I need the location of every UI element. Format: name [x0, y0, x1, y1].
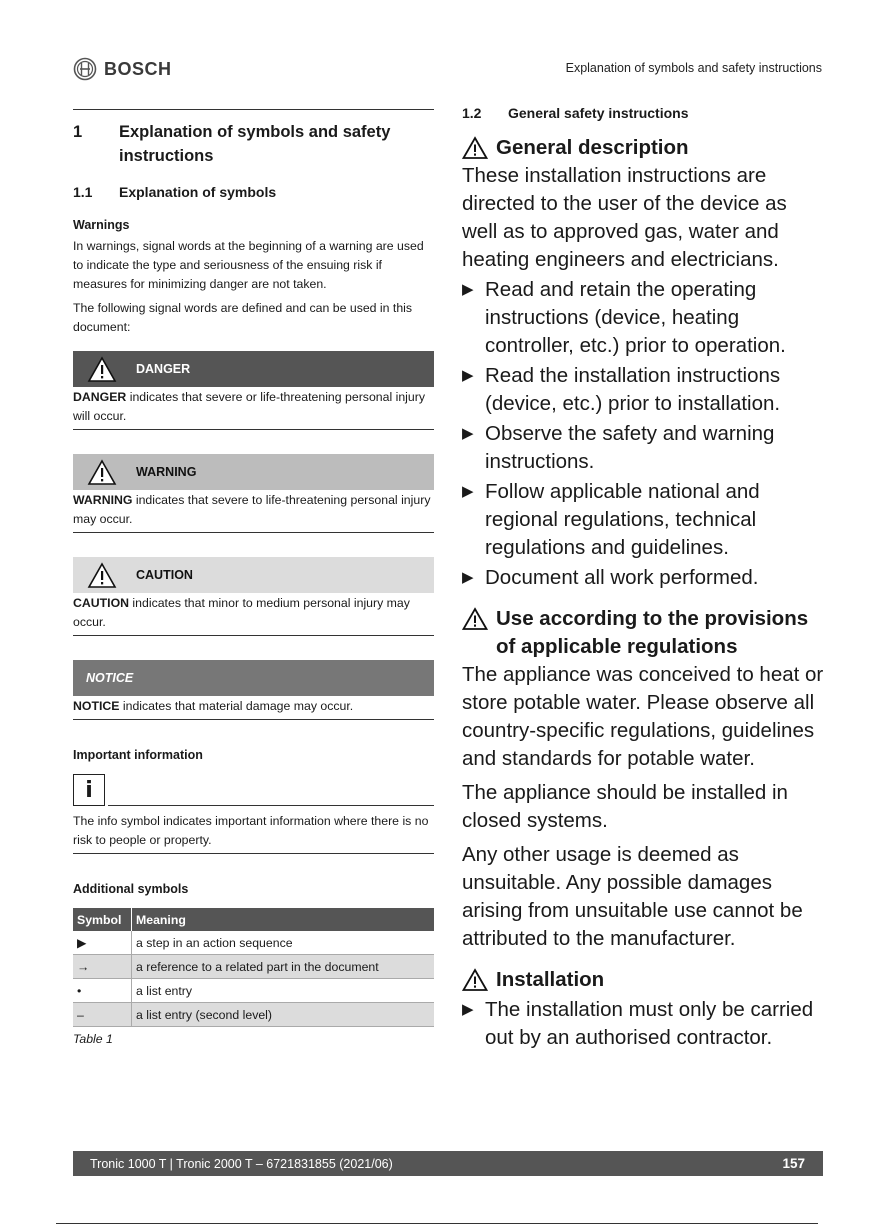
warning-triangle-icon: [87, 459, 117, 486]
notice-bar: [73, 660, 434, 696]
info-rule: [108, 805, 434, 806]
step-arrow-icon: ▶: [462, 569, 474, 586]
caution-box: [73, 557, 434, 636]
step-text: Observe the safety and warning instructions.: [485, 422, 775, 473]
list-item: [462, 478, 824, 562]
table-cell-symbol: →: [73, 955, 132, 979]
subsection-heading: [462, 103, 824, 123]
table-header-meaning: Meaning: [132, 908, 435, 931]
warning-triangle-icon: [87, 356, 117, 383]
step-text: Follow applicable national and regional regulations, technical regulations and guidelines.: [485, 480, 760, 559]
danger-word: DANGER: [73, 390, 127, 404]
subsection-title: General safety instructions: [508, 105, 689, 121]
general-heading-text: General description: [496, 136, 689, 159]
step-arrow-icon: ▶: [462, 367, 474, 384]
notice-description: indicates that material damage may occur.: [119, 699, 354, 713]
subsection-number: 1.2: [462, 105, 482, 121]
list-item: [462, 420, 824, 476]
warning-word: WARNING: [73, 493, 133, 507]
step-text: Read and retain the operating instructions (device, heating controller, etc.) prior to operation.: [485, 278, 786, 357]
step-text: The installation must only be carried out by an authorised contractor.: [485, 998, 814, 1049]
page-number: 157: [782, 1156, 805, 1171]
use-paragraph-2: The appliance should be installed in closed systems.: [462, 781, 788, 832]
table-row: [73, 1003, 434, 1027]
table-cell-symbol: •: [73, 979, 132, 1003]
table-caption: Table 1: [73, 1032, 113, 1046]
table-header-symbol: Symbol: [73, 908, 132, 931]
table-row: [73, 955, 434, 979]
step-arrow-icon: ▶: [462, 425, 474, 442]
installation-heading: [462, 966, 824, 994]
info-box: [73, 774, 434, 806]
warning-label: WARNING: [136, 465, 197, 479]
warning-triangle-icon: [462, 136, 488, 160]
brand-logo: [73, 56, 172, 82]
table-row: [73, 979, 434, 1003]
use-heading-text: Use according to the provisions of applicable regulations: [496, 607, 809, 658]
info-text: The info symbol indicates important information where there is no risk to people or property.: [73, 814, 429, 847]
notice-text: [73, 697, 434, 716]
general-heading: [462, 134, 824, 162]
table-header-row: [73, 908, 434, 931]
right-column: [462, 103, 824, 1052]
bosch-armature-icon: [73, 57, 97, 81]
danger-bar: [73, 351, 434, 387]
general-intro: These installation instructions are directed to the user of the device as well as to approved gas, water and heating engineers and electricians.: [462, 164, 787, 271]
warning-bar: [73, 454, 434, 490]
table-cell-symbol: –: [73, 1003, 132, 1027]
subsection-title: Explanation of symbols: [119, 184, 277, 200]
symbols-table: [73, 908, 434, 1027]
warning-description: indicates that severe to life-threatening personal injury may occur.: [73, 493, 431, 526]
section-heading: [73, 120, 434, 168]
step-arrow-icon: ▶: [462, 483, 474, 500]
danger-text: [73, 388, 434, 426]
bottom-rule: [56, 1223, 818, 1224]
step-arrow-icon: ▶: [462, 1001, 474, 1018]
section-number: 1: [73, 123, 83, 141]
info-text-box: [73, 812, 434, 854]
use-heading: [462, 605, 824, 661]
info-icon: i: [73, 774, 105, 806]
page-footer: [73, 1151, 823, 1176]
warnings-label: Warnings: [73, 218, 130, 232]
step-arrow-icon: ▶: [462, 281, 474, 298]
notice-word: NOTICE: [73, 699, 120, 713]
caution-description: indicates that minor to medium personal injury may occur.: [73, 596, 410, 629]
warning-triangle-icon: [462, 968, 488, 992]
important-info-label: Important information: [73, 748, 203, 762]
warnings-paragraph: In warnings, signal words at the beginning of a warning are used to indicate the type and seriousness of the ensuing risk if measures for minimizing danger are not taken.: [73, 239, 424, 291]
section-title: Explanation of symbols and safety instructions: [119, 123, 391, 165]
table-cell-meaning: a list entry: [132, 979, 435, 1003]
subsection-number: 1.1: [73, 184, 93, 200]
caution-label: CAUTION: [136, 568, 193, 582]
warning-triangle-icon: [87, 562, 117, 589]
notice-box: [73, 660, 434, 720]
list-item: [462, 276, 824, 360]
table-cell-symbol: ▶: [73, 931, 132, 955]
installation-heading-text: Installation: [496, 968, 605, 991]
use-paragraph-3: Any other usage is deemed as unsuitable. Any possible damages arising from unsuitable use cannot be attributed to the manufacturer.: [462, 843, 803, 950]
danger-label: DANGER: [136, 362, 191, 376]
brand-name: BOSCH: [104, 58, 172, 79]
running-header: Explanation of symbols and safety instructions: [565, 61, 822, 75]
warning-text: [73, 491, 434, 529]
list-item: [462, 996, 824, 1052]
step-text: Read the installation instructions (device, etc.) prior to installation.: [485, 364, 781, 415]
additional-symbols-label: Additional symbols: [73, 882, 189, 896]
table-row: [73, 931, 434, 955]
caution-bar: [73, 557, 434, 593]
footer-text: Tronic 1000 T | Tronic 2000 T – 6721831855 (2021/06): [90, 1156, 393, 1171]
notice-label: NOTICE: [86, 671, 134, 685]
step-text: Document all work performed.: [485, 566, 759, 589]
table-cell-meaning: a reference to a related part in the document: [132, 955, 435, 979]
section-rule: [73, 109, 434, 110]
table-cell-meaning: a list entry (second level): [132, 1003, 435, 1027]
subsection-heading: [73, 182, 434, 202]
list-item: [462, 362, 824, 418]
warning-triangle-icon: [462, 607, 488, 631]
warning-box: [73, 454, 434, 533]
caution-word: CAUTION: [73, 596, 130, 610]
danger-description: indicates that severe or life-threatening personal injury will occur.: [73, 390, 426, 423]
warnings-paragraph-2: The following signal words are defined and can be used in this document:: [73, 301, 413, 334]
left-column: [73, 109, 434, 1046]
use-paragraph-1: The appliance was conceived to heat or store potable water. Please observe all country-specific regulations, guidelines and standards for potable water.: [462, 663, 824, 770]
danger-box: [73, 351, 434, 430]
list-item: [462, 564, 824, 592]
table-cell-meaning: a step in an action sequence: [132, 931, 435, 955]
caution-text: [73, 594, 434, 632]
